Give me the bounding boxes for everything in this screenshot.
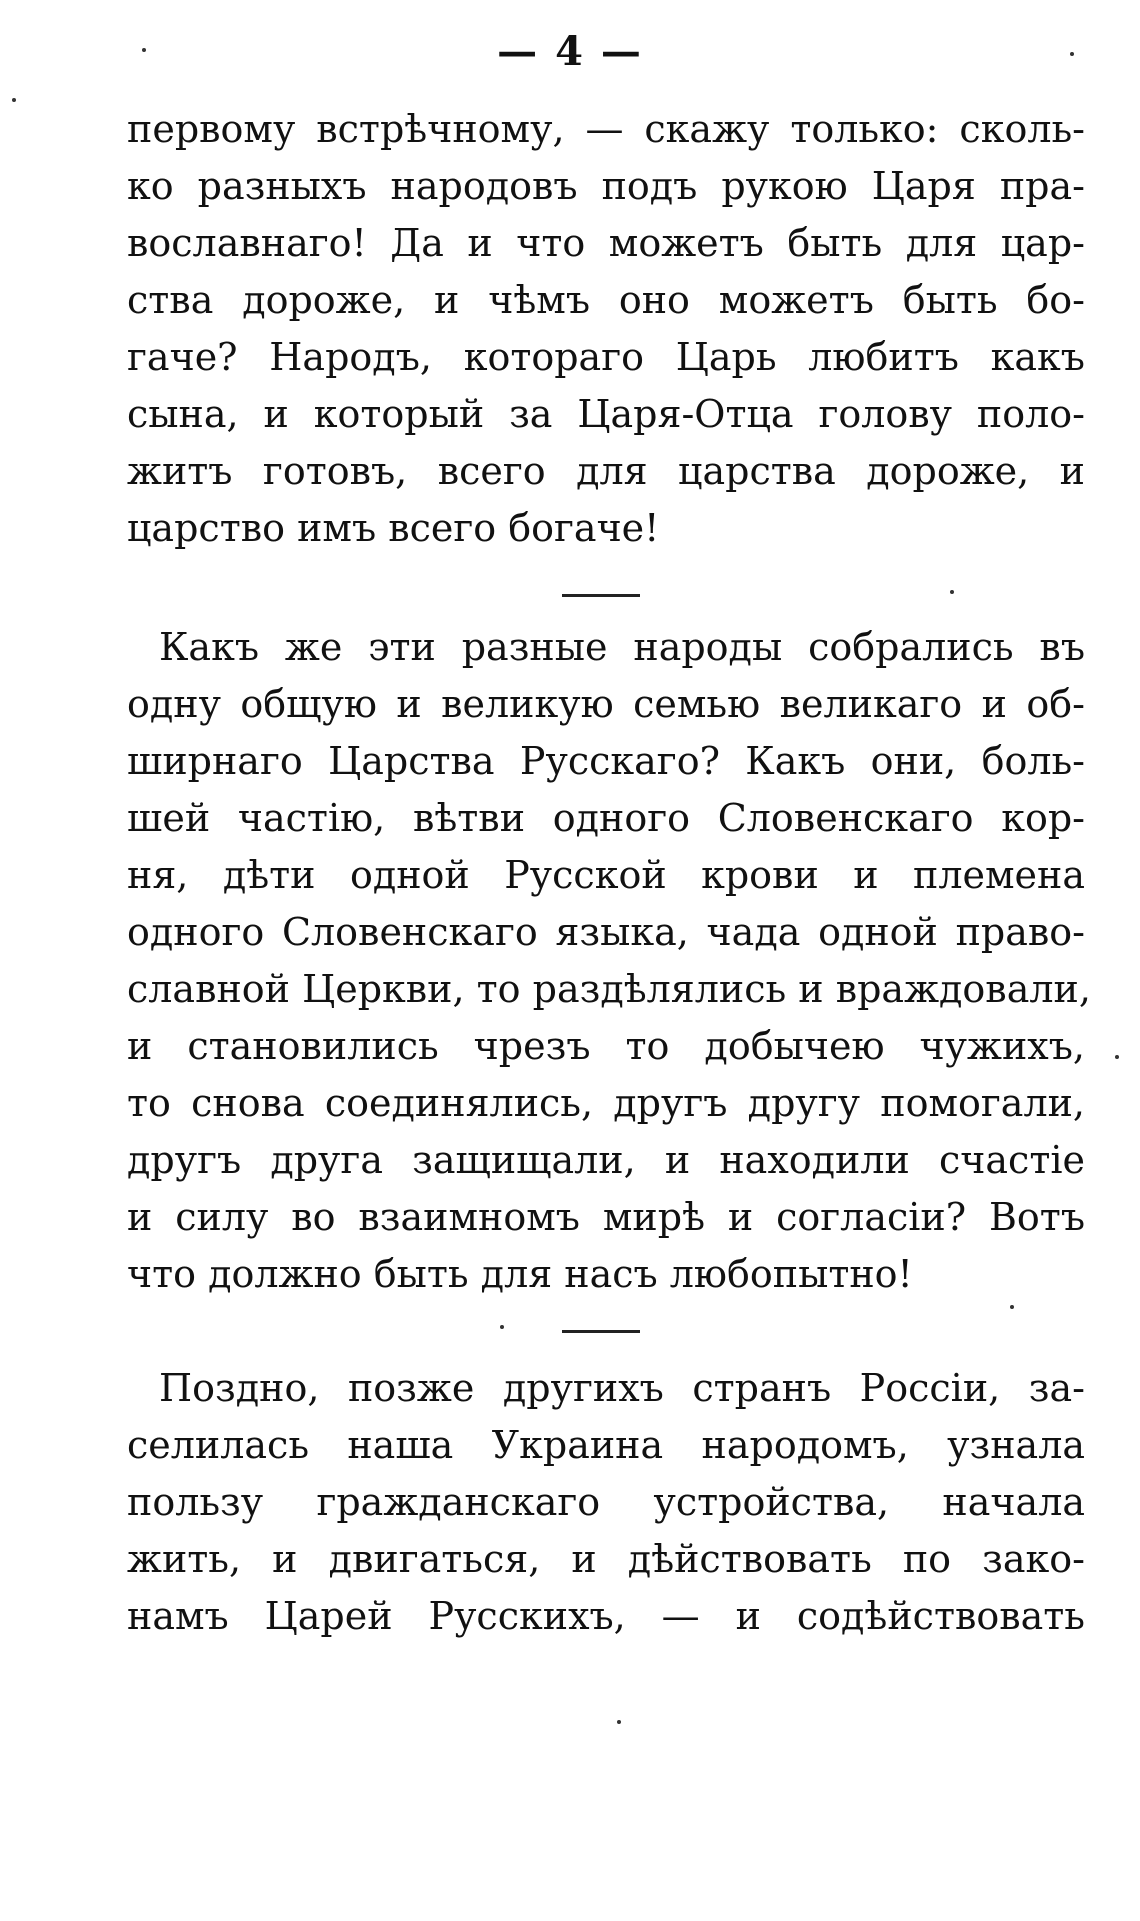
text-line: одного Словенскаго языка, чада одной право-	[127, 910, 1085, 954]
scan-speck	[1115, 1055, 1119, 1059]
scan-speck	[617, 1720, 621, 1724]
text-line: ширнаго Царства Русскаго? Какъ они, боль-	[127, 739, 1085, 783]
text-line: и становились чрезъ то добычею чужихъ,	[127, 1024, 1085, 1068]
text-line: намъ Царей Русскихъ, — и содѣйствовать	[127, 1594, 1085, 1638]
text-line: славной Церкви, то раздѣлялись и враждовали,	[127, 967, 1091, 1011]
text-line: что должно быть для насъ любопытно!	[127, 1252, 913, 1296]
text-line: жить, и двигаться, и дѣйствовать по зако-	[127, 1537, 1085, 1581]
scan-speck	[12, 98, 16, 102]
text-line: то снова соединялись, другъ другу помогали,	[127, 1081, 1085, 1125]
scan-speck	[142, 48, 146, 52]
section-divider	[562, 1330, 640, 1333]
scan-speck	[950, 590, 954, 594]
text-line: первому встрѣчному, — скажу только: сколь-	[127, 107, 1085, 151]
paragraph-1	[127, 101, 1085, 557]
text-line: селилась наша Украина народомъ, узнала	[127, 1423, 1085, 1467]
text-line: Поздно, позже другихъ странъ Россіи, за-	[159, 1366, 1085, 1410]
text-line: царство имъ всего богаче!	[127, 506, 660, 550]
text-line: гаче? Народъ, котораго Царь любитъ какъ	[127, 335, 1085, 379]
text-line: ства дороже, и чѣмъ оно можетъ быть бо-	[127, 278, 1085, 322]
section-divider	[562, 594, 640, 597]
text-line: и силу во взаимномъ мирѣ и согласіи? Вотъ	[127, 1195, 1085, 1239]
scan-speck	[1070, 52, 1074, 56]
scan-speck	[1010, 1305, 1014, 1309]
paragraph-3	[127, 1360, 1085, 1645]
text-line: Какъ же эти разные народы собрались въ	[159, 625, 1085, 669]
text-line: житъ готовъ, всего для царства дороже, и	[127, 449, 1085, 493]
paragraph-2	[127, 619, 1091, 1303]
text-line: ко разныхъ народовъ подъ рукою Царя пра-	[127, 164, 1085, 208]
text-line: сына, и который за Царя-Отца голову поло-	[127, 392, 1085, 436]
scan-speck	[500, 1325, 504, 1329]
text-line: ня, дѣти одной Русской крови и племена	[127, 853, 1085, 897]
text-line: одну общую и великую семью великаго и об-	[127, 682, 1085, 726]
text-line: вославнаго! Да и что можетъ быть для цар-	[127, 221, 1085, 265]
page-number: — 4 —	[497, 28, 643, 75]
text-line: пользу гражданскаго устройства, начала	[127, 1480, 1085, 1524]
text-line: шей частію, вѣтви одного Словенскаго кор-	[127, 796, 1085, 840]
text-line: другъ друга защищали, и находили счастіе	[127, 1138, 1085, 1182]
